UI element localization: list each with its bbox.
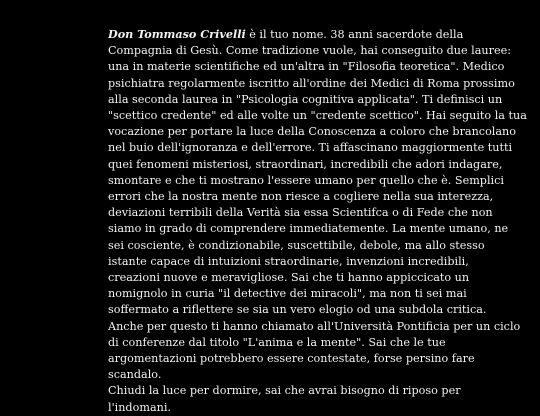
story-line: siamo in grado di comprendere immediatemente. La mente umano, ne (108, 222, 509, 236)
story-line: soffermato a riflettere se sia un vero elogio od una subdola critica. (108, 303, 487, 317)
story-line: nel buio dell'ignoranza e dell'errore. Ti affascinano maggiormente tutti (108, 141, 513, 155)
story-line: l'indomani. (108, 400, 171, 414)
story-text-panel (108, 26, 527, 416)
story-line: istante capace di intuizioni straordinarie, invenzioni incredibili, (108, 254, 469, 268)
story-line-text: è il tuo nome. 38 anni sacerdote della (245, 28, 464, 41)
story-line: deviazioni terribili della Verità sia essa Scientifca o di Fede che non (108, 206, 493, 220)
story-line: psichiatra regolarmente iscritto all'ordine dei Medici di Roma prossimo (108, 76, 515, 90)
story-line: Compagnia di Gesù. Come tradizione vuole, hai conseguito due lauree: (108, 44, 511, 58)
story-line: argomentazioni potrebbero essere contestate, forse persino fare (108, 352, 475, 366)
story-line: una in materie scientifiche ed un'altra in "Filosofia teoretica". Medico (108, 60, 505, 74)
story-line: alla seconda laurea in "Psicologia cognitiva applicata". Ti definisci un (108, 92, 503, 106)
story-line: scandalo. (108, 368, 162, 382)
story-line: "scettico credente" ed alle volte un "credente scettico". Hai seguito la tua (108, 109, 527, 123)
story-line: sei cosciente, è condizionabile, suscettibile, debole, ma allo stesso (108, 238, 485, 252)
story-line (108, 26, 464, 43)
story-line: di conferenze dal titolo "L'anima e la mente". Sai che le tue (108, 335, 446, 349)
character-name: Don Tommaso Crivelli (108, 27, 246, 41)
story-line: creazioni nuove e meravigliose. Sai che ti hanno appiccicato un (108, 271, 470, 285)
story-line: smontare e che ti mostrano l'essere umano per quello che è. Semplici (108, 173, 504, 187)
story-line: Anche per questo ti hanno chiamato all'Università Pontificia per un ciclo (108, 319, 521, 333)
story-line: Chiudi la luce per dormire, sai che avrai bisogno di riposo per (108, 384, 461, 398)
story-line: nomignolo in curia "il detective dei miracoli", ma non ti sei mai (108, 287, 467, 301)
story-line: quei fenomeni misteriosi, straordinari, incredibili che adori indagare, (108, 157, 503, 171)
story-line: errori che la nostra mente non riesce a cogliere nella sua interezza, (108, 190, 494, 204)
story-line: vocazione per portare la luce della Conoscenza a coloro che brancolano (108, 125, 516, 139)
